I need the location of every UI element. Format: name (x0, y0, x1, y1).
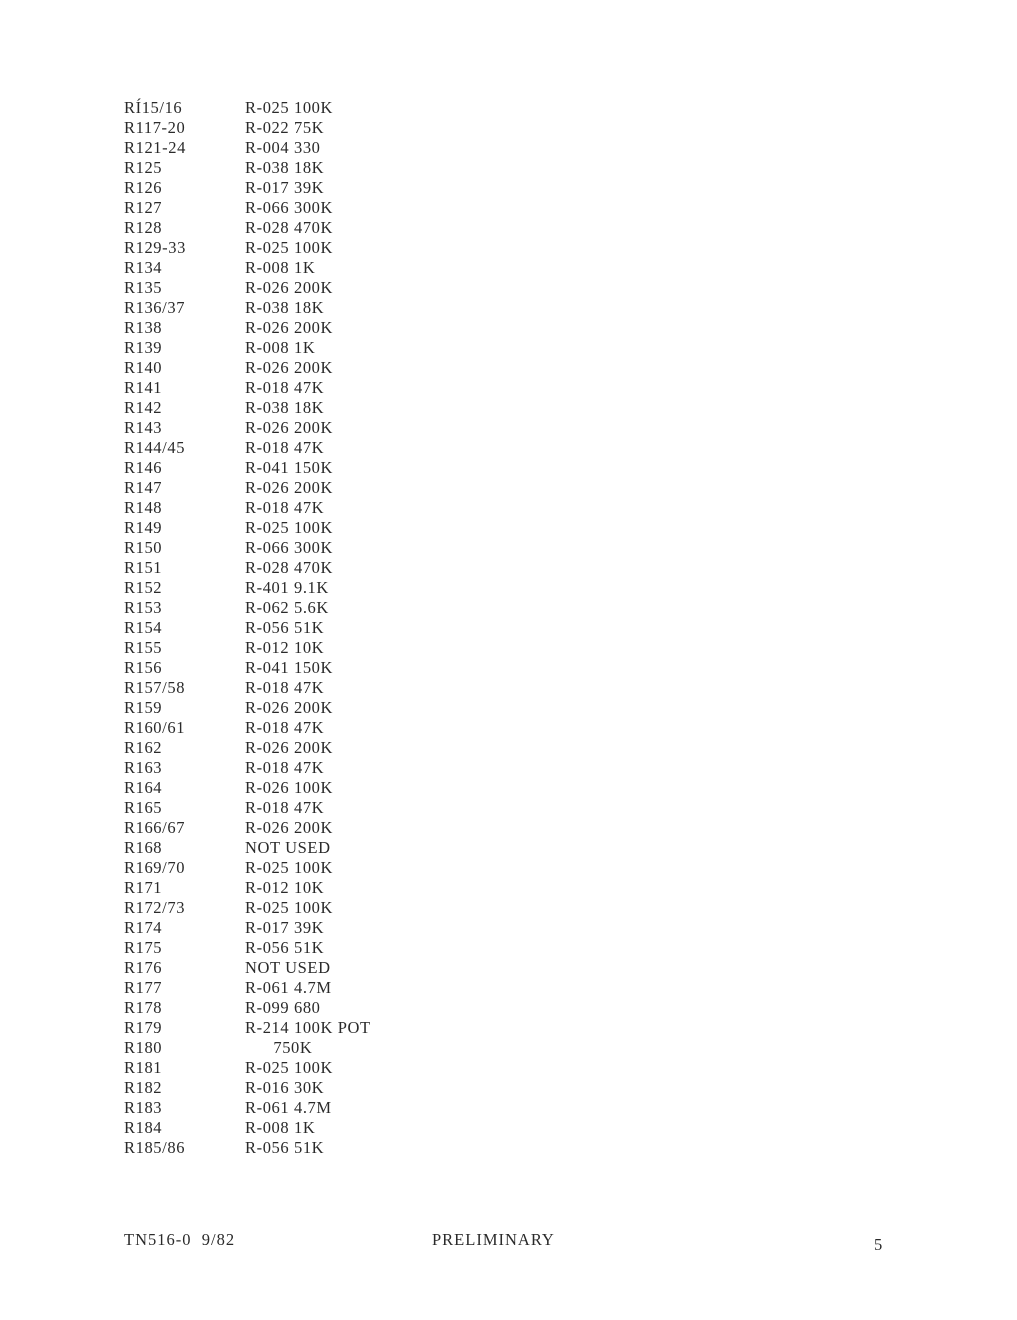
parts-row (124, 738, 524, 758)
part-reference: R155 (124, 638, 163, 657)
parts-row (124, 478, 524, 498)
part-reference: R181 (124, 1058, 163, 1077)
parts-row (124, 598, 524, 618)
part-value: R-061 4.7M (245, 978, 332, 997)
parts-row (124, 178, 524, 198)
part-value: R-026 200K (245, 358, 334, 377)
part-value: R-038 18K (245, 298, 325, 317)
parts-row (124, 338, 524, 358)
parts-row (124, 698, 524, 718)
part-value: R-066 300K (245, 538, 334, 557)
part-value: R-025 100K (245, 1058, 334, 1077)
part-value: R-026 200K (245, 318, 334, 337)
page-number: 5 (874, 1235, 884, 1254)
part-reference: R174 (124, 918, 163, 937)
parts-row (124, 538, 524, 558)
part-reference: R154 (124, 618, 163, 637)
parts-row (124, 458, 524, 478)
document-id: TN516-0 9/82 (124, 1230, 236, 1249)
part-reference: R165 (124, 798, 163, 817)
parts-row (124, 678, 524, 698)
parts-row (124, 918, 524, 938)
part-value: NOT USED (245, 838, 331, 857)
part-value: R-018 47K (245, 498, 325, 517)
part-value: R-018 47K (245, 798, 325, 817)
part-reference: R180 (124, 1038, 163, 1057)
parts-row (124, 238, 524, 258)
parts-row (124, 258, 524, 278)
parts-row (124, 958, 524, 978)
part-value: R-004 330 (245, 138, 321, 157)
part-value: R-018 47K (245, 718, 325, 737)
parts-row (124, 398, 524, 418)
part-reference: R128 (124, 218, 163, 237)
part-value: R-017 39K (245, 918, 325, 937)
part-value: R-025 100K (245, 238, 334, 257)
part-reference: R126 (124, 178, 163, 197)
part-value: R-056 51K (245, 938, 325, 957)
part-value: R-041 150K (245, 458, 334, 477)
parts-row (124, 718, 524, 738)
part-value: R-061 4.7M (245, 1098, 332, 1117)
part-reference: R148 (124, 498, 163, 517)
part-reference: R135 (124, 278, 163, 297)
part-reference: R136/37 (124, 298, 186, 317)
part-value: R-026 200K (245, 738, 334, 757)
parts-row (124, 218, 524, 238)
parts-row (124, 898, 524, 918)
part-value: R-008 1K (245, 258, 316, 277)
parts-row (124, 558, 524, 578)
part-reference: R177 (124, 978, 163, 997)
document-status: PRELIMINARY (432, 1230, 555, 1249)
part-value: R-016 30K (245, 1078, 325, 1097)
part-reference: R179 (124, 1018, 163, 1037)
part-value: R-012 10K (245, 878, 325, 897)
part-reference: R143 (124, 418, 163, 437)
part-value: R-018 47K (245, 758, 325, 777)
part-reference: R156 (124, 658, 163, 677)
parts-row (124, 518, 524, 538)
parts-row (124, 578, 524, 598)
part-value: R-026 200K (245, 698, 334, 717)
parts-row (124, 798, 524, 818)
part-reference: R183 (124, 1098, 163, 1117)
part-reference: R185/86 (124, 1138, 186, 1157)
parts-row (124, 418, 524, 438)
part-value: 750K (245, 1038, 313, 1057)
part-reference: R164 (124, 778, 163, 797)
part-value: R-017 39K (245, 178, 325, 197)
part-reference: R138 (124, 318, 163, 337)
parts-row (124, 618, 524, 638)
part-value: R-008 1K (245, 1118, 316, 1137)
part-value: R-022 75K (245, 118, 325, 137)
parts-row (124, 1098, 524, 1118)
parts-row (124, 358, 524, 378)
part-reference: R168 (124, 838, 163, 857)
part-value: R-026 200K (245, 418, 334, 437)
part-reference: R140 (124, 358, 163, 377)
parts-row (124, 298, 524, 318)
part-reference: R182 (124, 1078, 163, 1097)
part-value: R-026 200K (245, 478, 334, 497)
parts-row (124, 818, 524, 838)
part-reference: R160/61 (124, 718, 186, 737)
part-reference: R149 (124, 518, 163, 537)
part-value: R-056 51K (245, 1138, 325, 1157)
part-reference: R175 (124, 938, 163, 957)
parts-row (124, 938, 524, 958)
parts-row (124, 858, 524, 878)
part-reference: R144/45 (124, 438, 186, 457)
part-reference: R153 (124, 598, 163, 617)
part-value: NOT USED (245, 958, 331, 977)
part-reference: R142 (124, 398, 163, 417)
part-reference: R121-24 (124, 138, 186, 157)
part-reference: R178 (124, 998, 163, 1017)
part-reference: R117-20 (124, 118, 186, 137)
parts-row (124, 198, 524, 218)
part-value: R-025 100K (245, 518, 334, 537)
part-reference: R152 (124, 578, 163, 597)
parts-row (124, 98, 524, 118)
part-reference: R166/67 (124, 818, 186, 837)
part-reference: R134 (124, 258, 163, 277)
part-value: R-099 680 (245, 998, 321, 1017)
part-value: R-038 18K (245, 158, 325, 177)
part-reference: R146 (124, 458, 163, 477)
part-reference: RÍ15/16 (124, 98, 183, 117)
part-reference: R162 (124, 738, 163, 757)
part-value: R-038 18K (245, 398, 325, 417)
parts-row (124, 1058, 524, 1078)
parts-row (124, 1038, 524, 1058)
parts-row (124, 1118, 524, 1138)
parts-row (124, 878, 524, 898)
part-value: R-018 47K (245, 438, 325, 457)
parts-row (124, 838, 524, 858)
resistor-parts-list (124, 98, 524, 1158)
part-value: R-041 150K (245, 658, 334, 677)
part-value: R-026 200K (245, 818, 334, 837)
part-reference: R163 (124, 758, 163, 777)
part-value: R-008 1K (245, 338, 316, 357)
part-value: R-056 51K (245, 618, 325, 637)
part-reference: R150 (124, 538, 163, 557)
parts-row (124, 638, 524, 658)
part-value: R-025 100K (245, 98, 334, 117)
part-reference: R139 (124, 338, 163, 357)
part-value: R-028 470K (245, 218, 334, 237)
part-reference: R176 (124, 958, 163, 977)
part-reference: R172/73 (124, 898, 186, 917)
parts-row (124, 498, 524, 518)
parts-row (124, 278, 524, 298)
parts-row (124, 118, 524, 138)
part-value: R-018 47K (245, 678, 325, 697)
part-reference: R127 (124, 198, 163, 217)
parts-row (124, 1018, 524, 1038)
part-value: R-026 100K (245, 778, 334, 797)
part-value: R-012 10K (245, 638, 325, 657)
part-reference: R125 (124, 158, 163, 177)
part-reference: R129-33 (124, 238, 186, 257)
parts-row (124, 998, 524, 1018)
part-value: R-401 9.1K (245, 578, 329, 597)
parts-row (124, 138, 524, 158)
part-reference: R171 (124, 878, 163, 897)
part-value: R-025 100K (245, 898, 334, 917)
part-value: R-214 100K POT (245, 1018, 371, 1037)
parts-row (124, 378, 524, 398)
part-value: R-066 300K (245, 198, 334, 217)
part-reference: R169/70 (124, 858, 186, 877)
parts-row (124, 658, 524, 678)
parts-row (124, 158, 524, 178)
part-value: R-062 5.6K (245, 598, 329, 617)
parts-row (124, 758, 524, 778)
part-reference: R184 (124, 1118, 163, 1137)
part-reference: R159 (124, 698, 163, 717)
parts-row (124, 1138, 524, 1158)
part-reference: R151 (124, 558, 163, 577)
part-value: R-026 200K (245, 278, 334, 297)
parts-row (124, 778, 524, 798)
part-reference: R157/58 (124, 678, 186, 697)
parts-row (124, 1078, 524, 1098)
part-value: R-025 100K (245, 858, 334, 877)
part-value: R-018 47K (245, 378, 325, 397)
part-reference: R147 (124, 478, 163, 497)
parts-row (124, 978, 524, 998)
part-value: R-028 470K (245, 558, 334, 577)
parts-row (124, 318, 524, 338)
parts-row (124, 438, 524, 458)
part-reference: R141 (124, 378, 163, 397)
